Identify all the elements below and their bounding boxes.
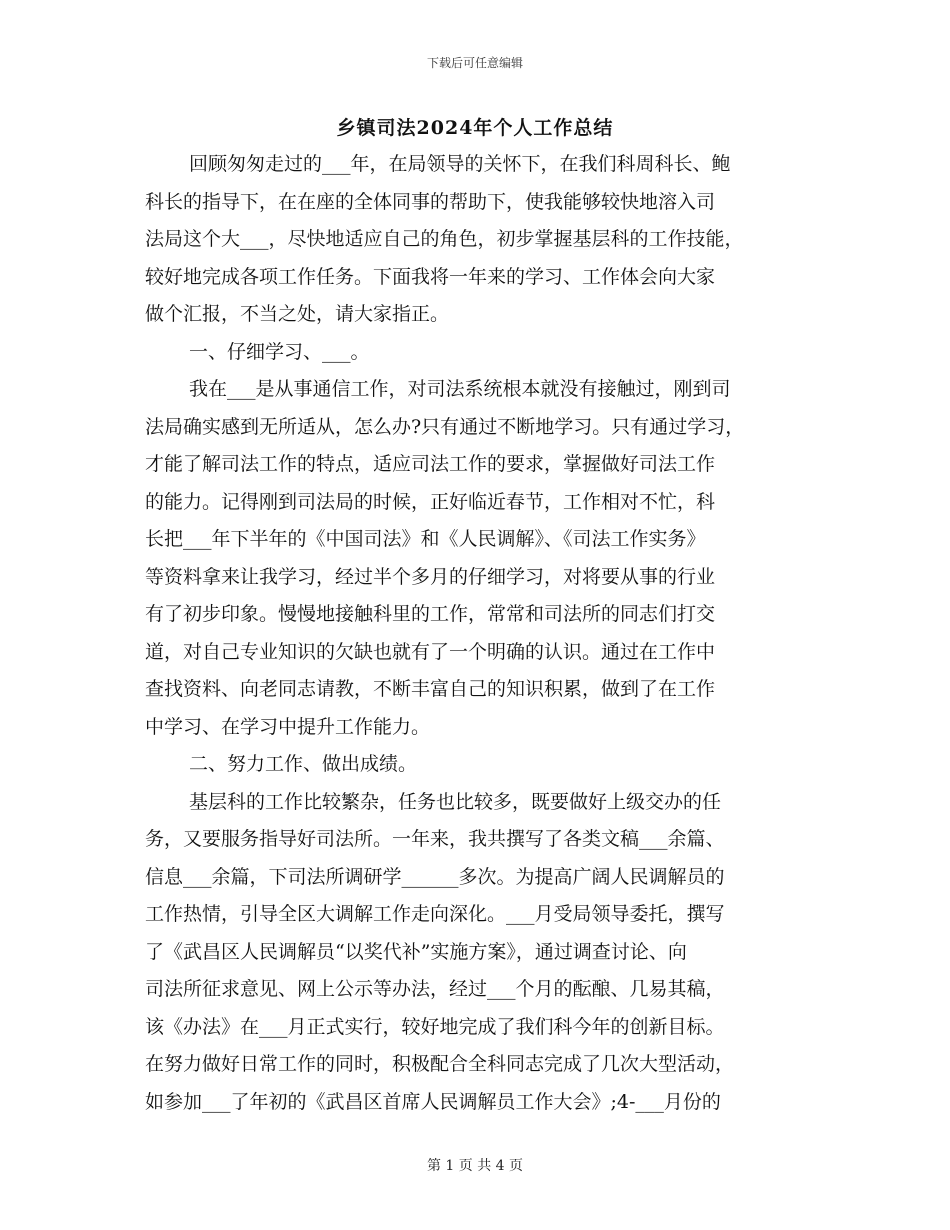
section-heading: 一、仔细学习、___。 [189, 340, 370, 363]
paragraph-line: 法局这个大___，尽快地适应自己的角色，初步掌握基层科的工作技能， [145, 228, 744, 250]
paragraph-line: 法局确实感到无所适从，怎么办?只有通过不断地学习。只有通过学习， [145, 415, 745, 438]
document-title: 乡镇司法2024年个人工作总结 [336, 117, 614, 139]
paragraph-line: 道，对自己专业知识的欠缺也就有了一个明确的认识。通过在工作中 [145, 640, 716, 663]
paragraph-line: 基层科的工作比较繁杂，任务也比较多，既要做好上级交办的任 [189, 790, 722, 813]
paragraph-line: 了《武昌区人民调解员“以奖代补”实施方案》，通过调查讨论、向 [145, 940, 687, 963]
paragraph-line: 务，又要服务指导好司法所。一年来，我共撰写了各类文稿___余篇、 [145, 828, 725, 850]
paragraph-line: 查找资料、向老同志请教，不断丰富自己的知识积累，做到了在工作 [145, 678, 716, 700]
paragraph-line: 等资料拿来让我学习，经过半个多月的仔细学习，对将要从事的行业 [145, 565, 716, 588]
paragraph-line: 较好地完成各项工作任务。下面我将一年来的学习、工作体会向大家 [145, 265, 716, 288]
paragraph-line: 做个汇报，不当之处，请大家指正。 [145, 303, 450, 325]
paragraph-line: 有了初步印象。慢慢地接触科里的工作，常常和司法所的同志们打交 [145, 603, 716, 625]
paragraph-line: 科长的指导下，在在座的全体同事的帮助下，使我能够较快地溶入司 [145, 190, 716, 213]
document-body [145, 146, 815, 1121]
paragraph-line: 长把___年下半年的《中国司法》和《人民调解》、《司法工作实务》 [145, 528, 706, 550]
paragraph-line: 才能了解司法工作的特点，适应司法工作的要求，掌握做好司法工作 [145, 453, 716, 475]
paragraph-line: 工作热情，引导全区大调解工作走向深化。___月受局领导委托，撰写 [145, 903, 725, 925]
section-heading: 二、努力工作、做出成绩。 [189, 753, 418, 775]
page-number: 第 1 页 共 4 页 [426, 1158, 524, 1174]
paragraph-line: 该《办法》在___月正式实行，较好地完成了我们科今年的创新目标。 [145, 1015, 725, 1038]
page-header: 下载后可任意编辑 [426, 56, 523, 70]
paragraph-line: 回顾匆匆走过的___年，在局领导的关怀下，在我们科周科长、鲍 [189, 153, 731, 175]
paragraph-line: 如参加___了年初的《武昌区首席人民调解员工作大会》;4-___月份的 [145, 1090, 721, 1113]
paragraph-line: 在努力做好日常工作的同时，积极配合全科同志完成了几次大型活动， [145, 1053, 735, 1075]
paragraph-line: 司法所征求意见、网上公示等办法，经过___个月的酝酿、几易其稿， [145, 978, 725, 1000]
paragraph-line: 的能力。记得刚到司法局的时候，正好临近春节，工作相对不忙，科 [145, 490, 716, 513]
paragraph-line: 信息___余篇，下司法所调研学______多次。为提高广阔人民调解员的 [145, 865, 725, 888]
paragraph-line: 中学习、在学习中提升工作能力。 [145, 715, 431, 738]
paragraph-line: 我在___是从事通信工作，对司法系统根本就没有接触过，刚到司 [189, 378, 731, 400]
